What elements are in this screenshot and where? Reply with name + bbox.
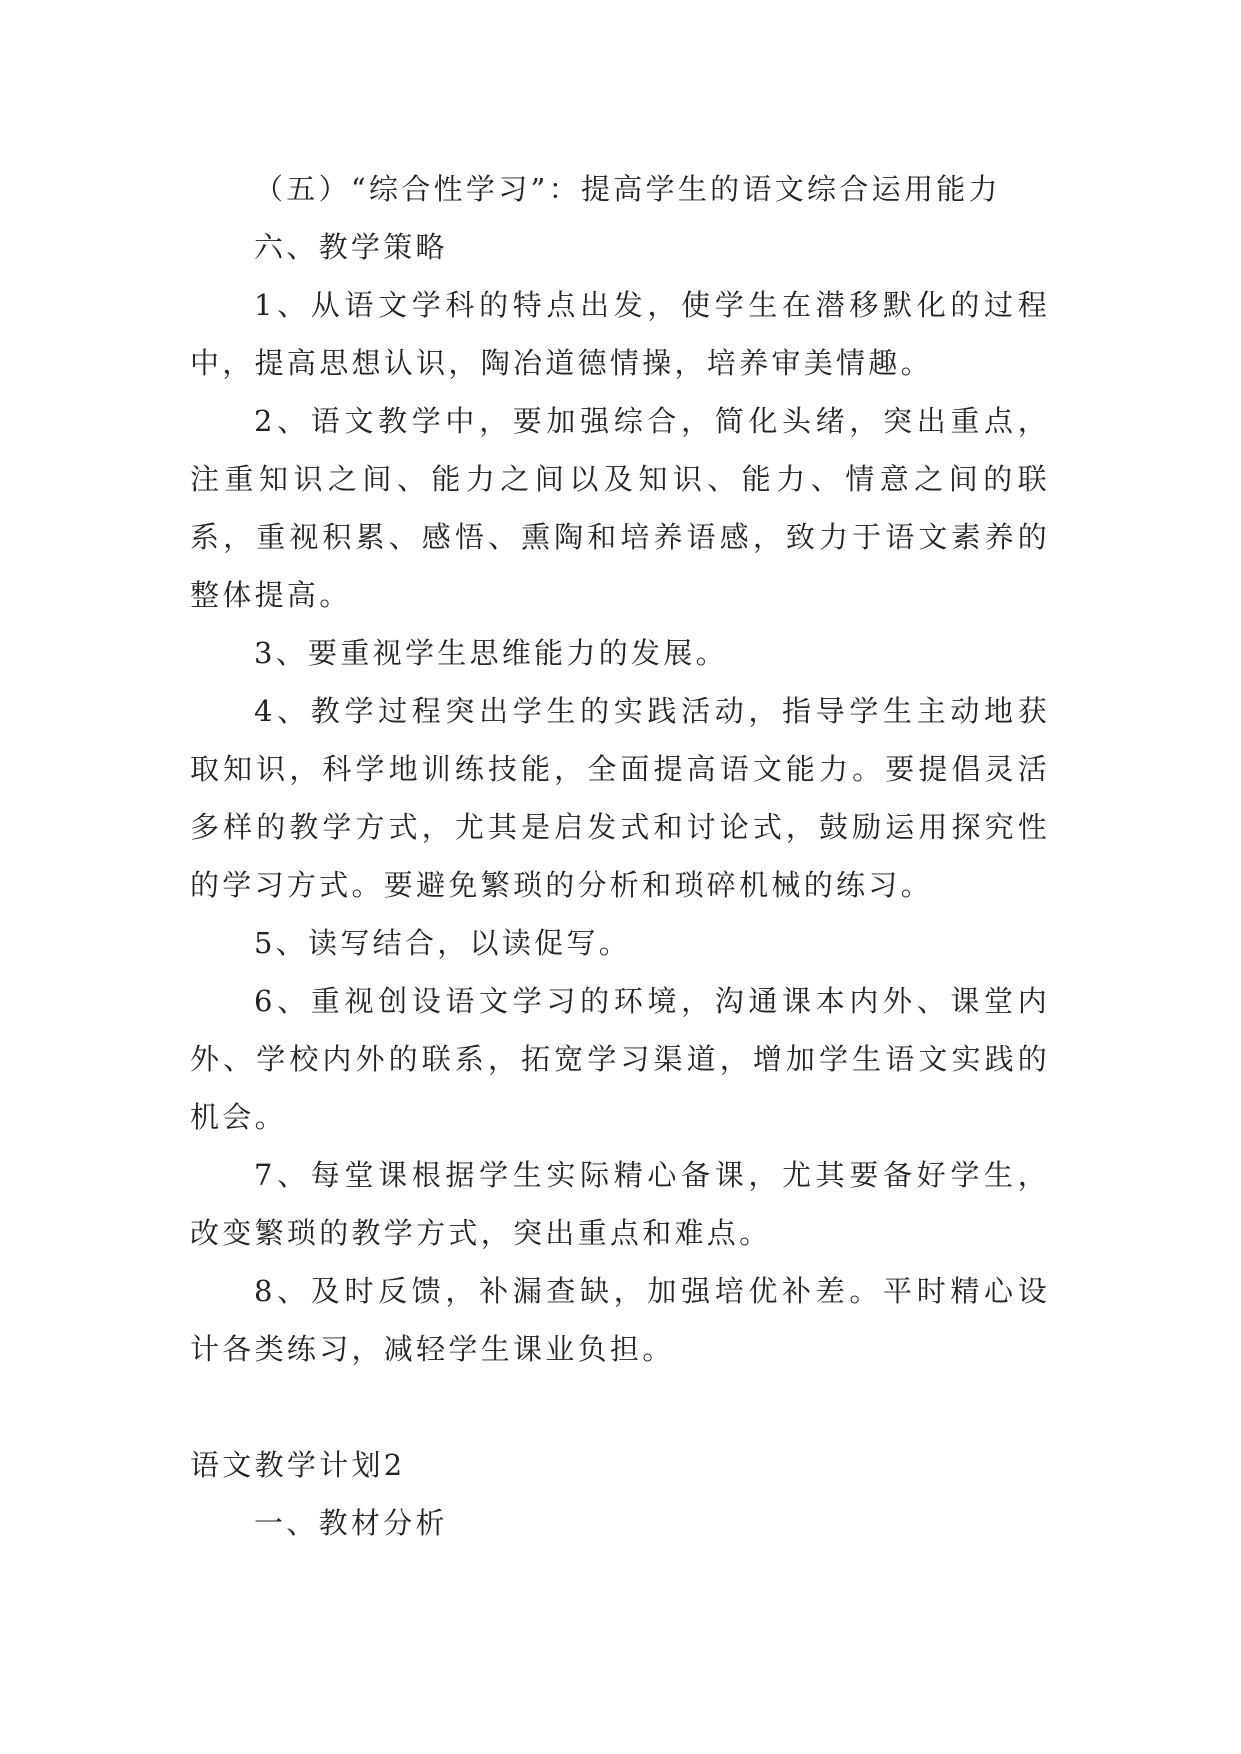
heading-textbook-analysis: 一、教材分析: [254, 1506, 448, 1540]
heading-teaching-strategy: 六、教学策略: [254, 230, 448, 264]
paragraph-comprehensive-learning: （五）“综合性学习”：提高学生的语文综合运用能力: [254, 172, 1001, 206]
section-spacer: [190, 1378, 1050, 1436]
strategy-item-3: 3、要重视学生思维能力的发展。: [254, 636, 728, 670]
strategy-item-4: 4、教学过程突出学生的实践活动，指导学生主动地获取知识，科学地训练技能，全面提高语文能力。要提倡灵活多样的教学方式，尤其是启发式和讨论式，鼓励运用探究性的学习方式。要避免繁琐的分析和琐碎机械的练习。: [190, 694, 1050, 902]
strategy-item-2: 2、语文教学中，要加强综合，简化头绪，突出重点，注重知识之间、能力之间以及知识、能力、情意之间的联系，重视积累、感悟、熏陶和培养语感，致力于语文素养的整体提高。: [190, 404, 1050, 612]
strategy-item-6: 6、重视创设语文学习的环境，沟通课本内外、课堂内外、学校内外的联系，拓宽学习渠道，增加学生语文实践的机会。: [190, 984, 1050, 1134]
strategy-item-1: 1、从语文学科的特点出发，使学生在潜移默化的过程中，提高思想认识，陶冶道德情操，培养审美情趣。: [190, 288, 1050, 380]
section-title: 语文教学计划2: [190, 1448, 406, 1482]
strategy-item-8: 8、及时反馈，补漏查缺，加强培优补差。平时精心设计各类练习，减轻学生课业负担。: [190, 1274, 1050, 1366]
strategy-item-5: 5、读写结合，以读促写。: [254, 926, 632, 960]
document-body: [190, 160, 1050, 1552]
strategy-item-7: 7、每堂课根据学生实际精心备课，尤其要备好学生，改变繁琐的教学方式，突出重点和难点。: [190, 1158, 1050, 1250]
